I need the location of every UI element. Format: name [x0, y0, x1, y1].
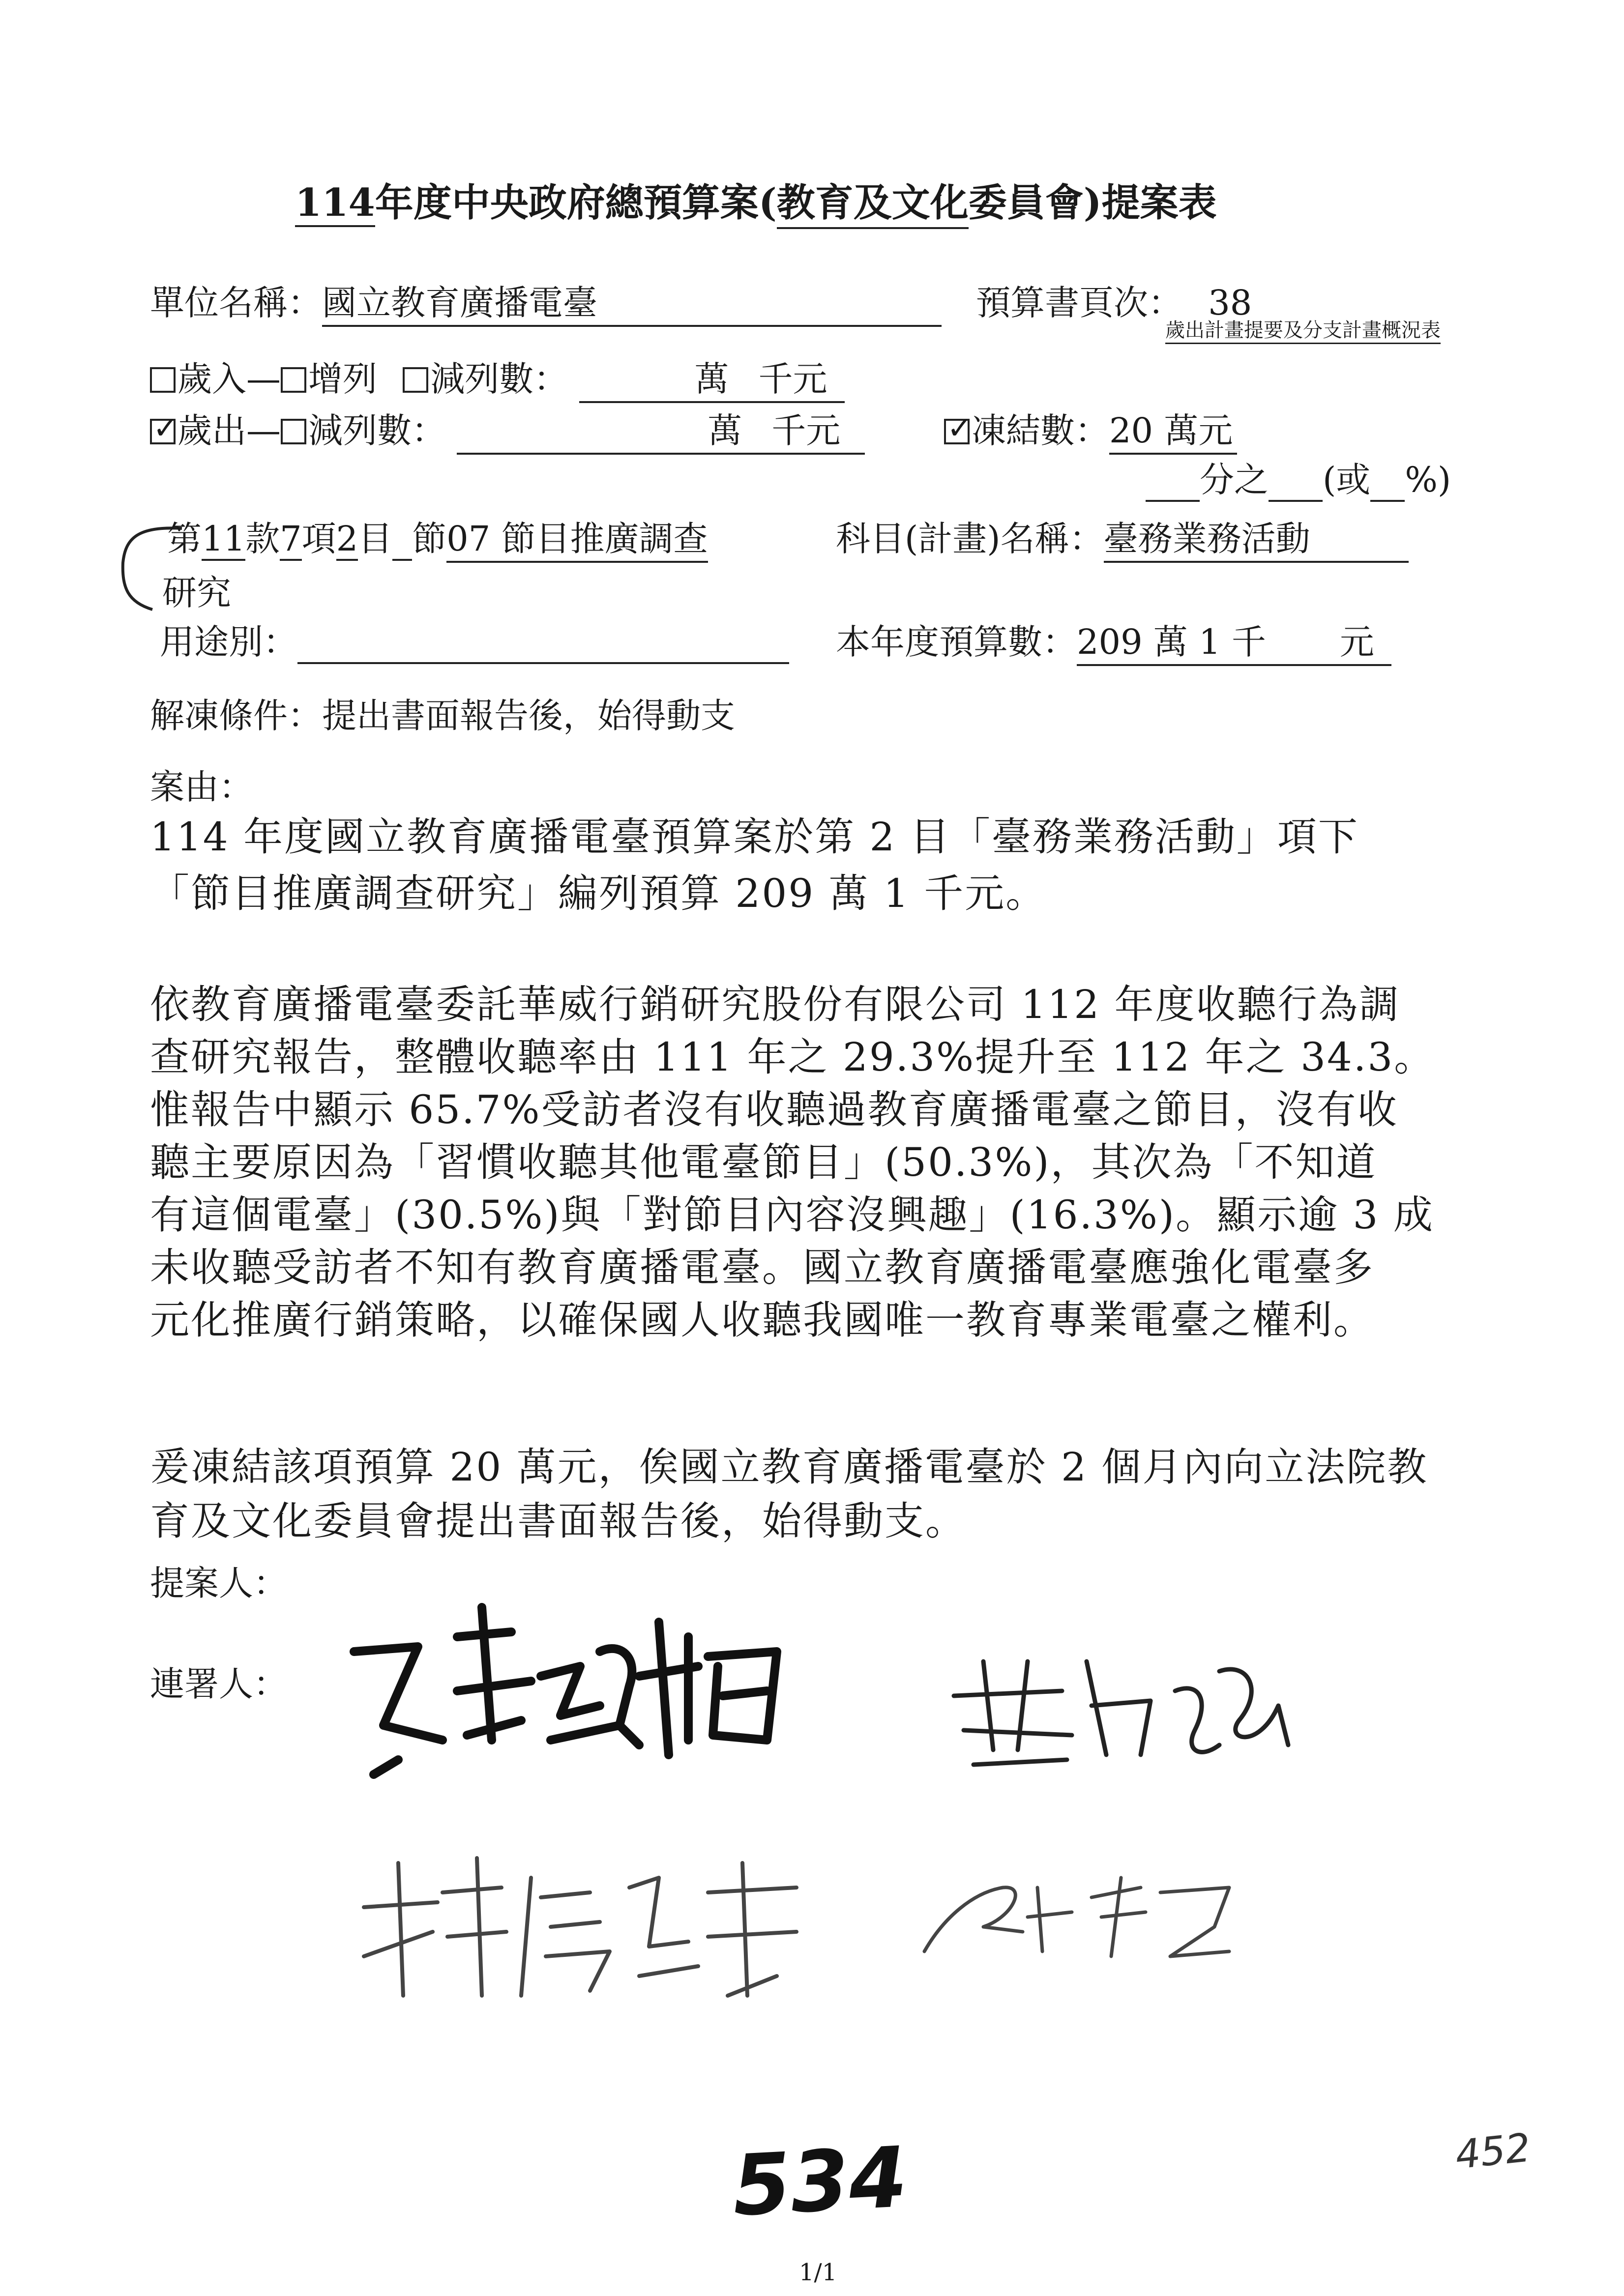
revenue-wan: 萬 — [694, 359, 729, 399]
item-kuan-num: 11 — [202, 519, 245, 561]
item-xiang: 項 — [301, 519, 336, 559]
expense-wan: 萬 — [708, 410, 742, 451]
title-part1: 年度中央政府總預算案( — [375, 180, 777, 225]
usage-label: 用途別： — [160, 622, 297, 662]
revenue-qian: 千元 — [758, 359, 827, 399]
usage-field[interactable] — [297, 622, 789, 664]
budget-page-label: 預算書頁次： — [976, 283, 1182, 323]
revenue-amount-field[interactable] — [579, 351, 845, 403]
item-xiang-num: 7 — [280, 519, 302, 561]
signature-1 — [344, 1578, 811, 1789]
subject-value: 臺務業務活動 — [1104, 511, 1409, 563]
reason-line: 未收聽受訪者不知有教育廣播電臺。國立教育廣播電臺應強化電臺多 — [150, 1245, 1374, 1290]
budget-page-note — [1165, 315, 1441, 344]
proposer-label: 提案人： — [150, 1563, 288, 1603]
reason-label: 案由： — [150, 767, 253, 807]
reduce-label-1: 減列數： — [430, 359, 568, 399]
unit-line — [150, 275, 942, 327]
item-jie-value: 07 節目推廣調查 — [446, 511, 708, 563]
item-line-cont — [162, 565, 231, 615]
condition-line — [150, 688, 735, 738]
annual-budget — [836, 614, 1391, 666]
item-kuan: 款 — [245, 519, 280, 559]
revenue-line — [150, 351, 845, 403]
freeze-label: 凍結數： — [972, 410, 1109, 451]
item-mu: 目 — [358, 519, 393, 559]
page-number: 1/1 — [799, 2259, 837, 2286]
annual-budget-unit: 元 — [1339, 622, 1374, 662]
reason-line: 育及文化委員會提出書面報告後，始得動支。 — [150, 1498, 966, 1544]
expense-qian: 千元 — [771, 410, 841, 451]
item-mu-num: 2 — [336, 519, 358, 561]
fraction-fenzhi: 分之 — [1200, 460, 1269, 500]
annual-budget-label: 本年度預算數： — [836, 622, 1077, 662]
reason-line: 有這個電臺」(30.5%)與「對節目內容沒興趣」(16.3%)。顯示逾 3 成 — [150, 1192, 1434, 1238]
reason-para1 — [150, 809, 1359, 922]
freeze-value: 20 萬元 — [1109, 403, 1237, 455]
usage-line — [160, 614, 789, 664]
reason-line: 惟報告中顯示 65.7%受訪者沒有收聽過教育廣播電臺之節目，沒有收 — [150, 1087, 1398, 1133]
budget-page-note-text: 歲出計畫提要及分支計畫概況表 — [1165, 315, 1441, 344]
reason-para2 — [150, 978, 1435, 1346]
subject-label: 科目(計畫)名稱： — [836, 519, 1104, 559]
expense-sep: — — [246, 410, 281, 451]
reason-line: 聽主要原因為「習慣收聽其他電臺節目」(50.3%)，其次為「不知道 — [150, 1139, 1377, 1185]
reason-para3 — [150, 1440, 1428, 1548]
expense-amount-field[interactable] — [457, 403, 865, 455]
add-label: 增列 — [308, 359, 377, 399]
fraction-huo: (或 — [1323, 460, 1371, 500]
signature-4 — [915, 1858, 1259, 1971]
fraction-blank-3[interactable] — [1370, 460, 1405, 502]
fraction-line — [1146, 452, 1451, 502]
reason-line: 114 年度國立教育廣播電臺預算案於第 2 目「臺務業務活動」項下 — [150, 814, 1359, 860]
fraction-percent: %) — [1405, 460, 1451, 500]
page-title — [295, 172, 1217, 229]
condition-label: 解凍條件： — [150, 696, 322, 736]
signature-2 — [944, 1632, 1328, 1779]
cosigner-label: 連署人： — [150, 1664, 288, 1704]
expense-checkbox[interactable] — [150, 419, 176, 444]
corner-number: 452 — [1453, 2124, 1533, 2178]
fraction-blank-1[interactable] — [1146, 460, 1200, 502]
fraction-blank-2[interactable] — [1269, 460, 1323, 502]
freeze-checkbox[interactable] — [944, 419, 970, 444]
expense-label: 歲出 — [177, 410, 246, 451]
subject-line — [836, 511, 1409, 563]
reduce-label-2: 減列數： — [308, 410, 446, 451]
item-jie: 節 — [412, 519, 447, 559]
add-checkbox[interactable] — [281, 367, 306, 393]
title-part2: 委員會)提案表 — [968, 180, 1217, 225]
condition-value: 提出書面報告後，始得動支 — [322, 696, 735, 736]
reason-line: 查研究報告，整體收聽率由 111 年之 29.3%提升至 112 年之 34.3。 — [150, 1034, 1435, 1080]
annual-budget-value: 209 萬 1 千 — [1077, 622, 1266, 662]
revenue-label: 歲入 — [177, 359, 246, 399]
revenue-sep: — — [246, 359, 281, 399]
stamp-number: 534 — [730, 2128, 910, 2236]
unit-value: 國立教育廣播電臺 — [322, 275, 942, 327]
reason-line: 元化推廣行銷策略，以確保國人收聽我國唯一教育專業電臺之權利。 — [150, 1297, 1374, 1343]
title-year: 114 — [295, 180, 375, 227]
item-jie-blank[interactable] — [392, 519, 412, 561]
freeze-line — [944, 403, 1237, 455]
budget-page-value: 38 — [1208, 283, 1252, 323]
expense-line — [150, 403, 865, 455]
item-line — [167, 511, 708, 563]
reason-line: 爰凍結該項預算 20 萬元，俟國立教育廣播電臺於 2 個月內向立法院教 — [150, 1444, 1428, 1490]
item-jie-value-cont: 研究 — [162, 573, 231, 613]
annual-budget-field — [1077, 614, 1391, 666]
item-di: 第 — [167, 519, 202, 559]
reason-line: 依教育廣播電臺委託華威行銷研究股份有限公司 112 年度收聽行為調 — [150, 982, 1400, 1027]
unit-label: 單位名稱： — [150, 283, 322, 323]
reduce-checkbox-2[interactable] — [281, 419, 306, 444]
signature-3 — [354, 1848, 826, 2010]
reason-line: 「節目推廣調查研究」編列預算 209 萬 1 千元。 — [150, 871, 1047, 916]
reduce-checkbox-1[interactable] — [403, 367, 428, 393]
revenue-checkbox[interactable] — [150, 367, 176, 393]
title-committee: 教育及文化 — [777, 172, 969, 229]
